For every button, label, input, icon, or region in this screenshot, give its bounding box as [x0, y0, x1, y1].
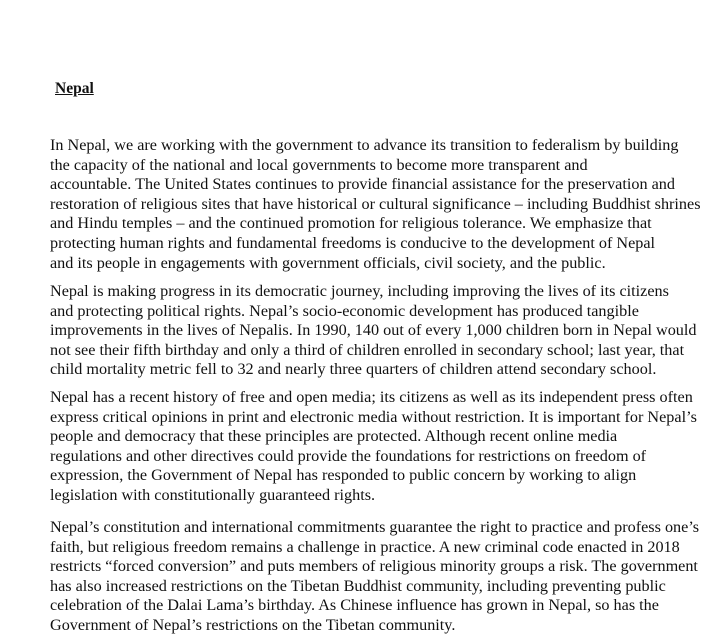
text-line: people and democracy that these principles are protected. Although recent online media [50, 427, 618, 446]
text-line: legislation with constitutionally guaranteed rights. [50, 485, 376, 504]
text-line: and its people in engagements with government officials, civil society, and the public. [50, 253, 606, 272]
section-title: Nepal [55, 80, 94, 97]
text-line: restoration of religious sites that have historical or cultural significance – including Buddhist shrines [50, 194, 701, 213]
text-line: celebration of the Dalai Lama’s birthday. As Chinese influence has grown in Nepal, so has the [50, 596, 659, 615]
text-line: Nepal has a recent history of free and open media; its citizens as well as its independent press often [50, 388, 693, 406]
text-line: expression, the Government of Nepal has responded to public concern by working to align [50, 466, 637, 485]
text-line: has also increased restrictions on the Tibetan Buddhist community, including preventing public [50, 576, 666, 595]
text-line: and Hindu temples – and the continued promotion for religious tolerance. We emphasize that [50, 214, 652, 233]
text-line: and protecting political rights. Nepal’s socio-economic development has produced tangible [50, 301, 639, 320]
text-line: not see their fifth birthday and only a third of children enrolled in secondary school; last year, that [50, 340, 685, 359]
paragraph-media-freedom [50, 388, 697, 506]
text-line: express critical opinions in print and electronic media without restriction. It is important for Nepal’s [50, 407, 697, 426]
text-line: protecting human rights and fundamental freedoms is conducive to the development of Nepal [50, 233, 656, 252]
paragraph-democratic-progress [50, 282, 697, 380]
text-line: child mortality metric fell to 32 and nearly three quarters of children attend secondary school. [50, 360, 657, 379]
text-line: accountable. The United States continues to provide financial assistance for the preservation and [50, 175, 675, 194]
paragraph-federalism [50, 136, 701, 273]
text-line: the capacity of the national and local governments to become more transparent and [50, 155, 588, 174]
text-line: Government of Nepal’s restrictions on the Tibetan community. [50, 615, 456, 634]
text-line: restricts “forced conversion” and puts members of religious minority groups a risk. The government [50, 557, 698, 576]
text-line: regulations and other directives could provide the foundations for restrictions on freedom of [50, 446, 647, 465]
text-line: faith, but religious freedom remains a challenge in practice. A new criminal code enacted in 2018 [50, 537, 680, 556]
text-line: improvements in the lives of Nepalis. In 1990, 140 out of every 1,000 children born in Nepal would [50, 321, 697, 340]
paragraph-religious-freedom [50, 518, 700, 636]
text-line: Nepal’s constitution and international commitments guarantee the right to practice and profess one’s [50, 518, 700, 536]
text-line: Nepal is making progress in its democratic journey, including improving the lives of its citizens [50, 282, 669, 300]
text-line: In Nepal, we are working with the government to advance its transition to federalism by building [50, 136, 679, 154]
